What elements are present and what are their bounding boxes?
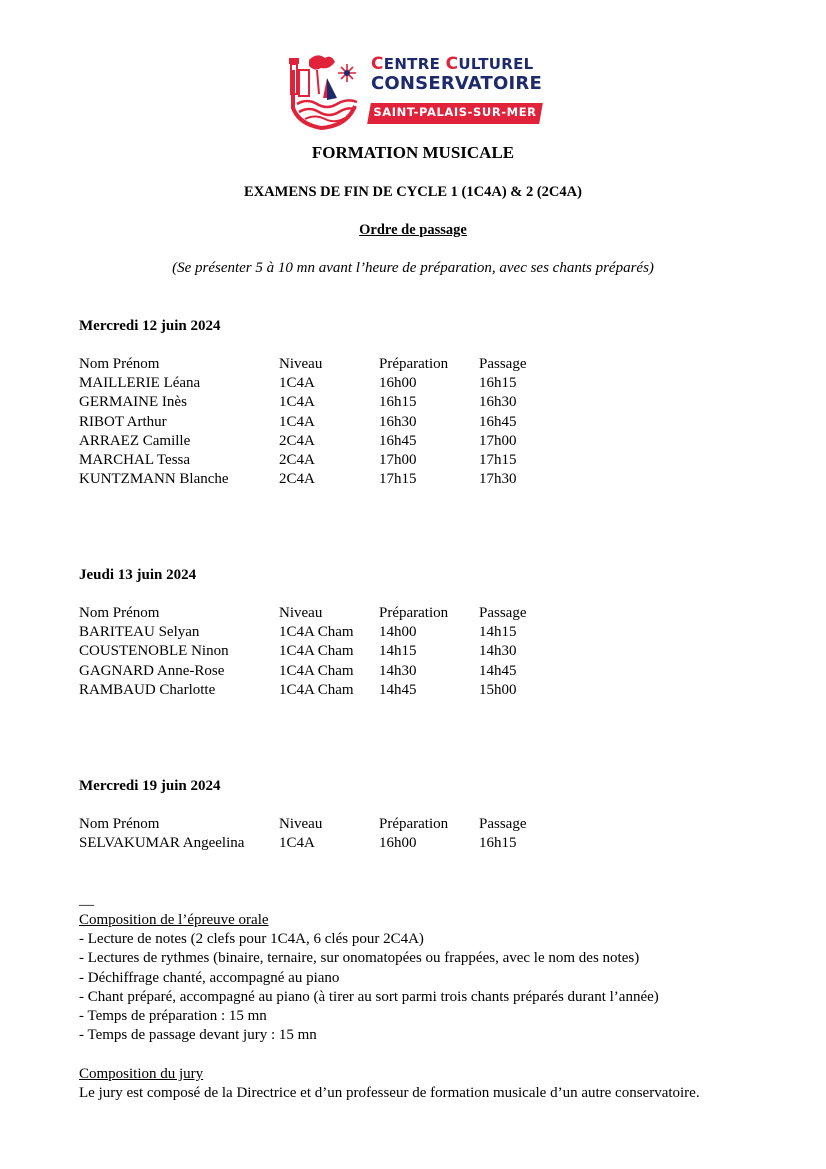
list-item: - Temps de passage devant jury : 15 mn: [79, 1027, 317, 1044]
student-name: ARRAEZ Camille: [79, 432, 191, 449]
level: 1C4A Cham: [279, 662, 354, 679]
preparation-time: 17h00: [379, 451, 417, 468]
student-name: BARITEAU Selyan: [79, 624, 200, 641]
passage-time: 16h45: [479, 413, 517, 430]
passage-time: 15h00: [479, 681, 517, 698]
level: 1C4A Cham: [279, 681, 354, 698]
column-header: Nom Prénom: [79, 605, 160, 621]
student-name: GERMAINE Inès: [79, 394, 187, 411]
day-heading: Mercredi 19 juin 2024: [79, 778, 221, 794]
list-item: - Chant préparé, accompagné au piano (à tirer au sort parmi trois chants préparés durant l’année): [79, 988, 659, 1005]
student-name: GAGNARD Anne-Rose: [79, 662, 225, 679]
passage-time: 14h30: [479, 643, 517, 660]
column-header: Nom Prénom: [79, 356, 160, 372]
passage-time: 17h30: [479, 471, 517, 488]
preparation-time: 16h30: [379, 413, 417, 430]
column-header: Passage: [479, 356, 527, 372]
column-header: Niveau: [279, 605, 323, 621]
passage-time: 17h00: [479, 432, 517, 449]
preparation-time: 14h15: [379, 643, 417, 660]
level: 1C4A: [279, 394, 315, 411]
student-name: KUNTZMANN Blanche: [79, 471, 229, 488]
list-item: - Lecture de notes (2 clefs pour 1C4A, 6 clés pour 2C4A): [79, 931, 424, 948]
preparation-time: 17h15: [379, 471, 417, 488]
level: 2C4A: [279, 451, 315, 468]
student-name: RAMBAUD Charlotte: [79, 681, 216, 698]
preparation-time: 16h15: [379, 394, 417, 411]
logo-line-centre-culturel: CENTRE CULTUREL: [371, 54, 534, 74]
list-item: - Déchiffrage chanté, accompagné au piano: [79, 969, 340, 986]
student-name: RIBOT Arthur: [79, 413, 167, 430]
level: 2C4A: [279, 432, 315, 449]
exam-subtitle: EXAMENS DE FIN DE CYCLE 1 (1C4A) & 2 (2C4A): [244, 184, 582, 200]
preparation-time: 16h00: [379, 375, 417, 392]
student-name: SELVAKUMAR Angeelina: [79, 835, 245, 852]
preparation-time: 14h30: [379, 662, 417, 679]
level: 1C4A: [279, 835, 315, 852]
list-item: - Lectures de rythmes (binaire, ternaire, sur onomatopées ou frappées, avec le nom des notes): [79, 950, 640, 967]
separator-dash: —: [79, 897, 94, 913]
level: 1C4A: [279, 375, 315, 392]
passage-time: 16h15: [479, 375, 517, 392]
column-header: Passage: [479, 605, 527, 621]
oral-exam-heading: Composition de l’épreuve orale: [79, 912, 269, 928]
jury-text: Le jury est composé de la Directrice et d’un professeur de formation musicale d’un autre conservatoire.: [79, 1085, 700, 1101]
student-name: MAILLERIE Léana: [79, 375, 201, 392]
oral-exam-section: [79, 911, 659, 1045]
column-header: Passage: [479, 816, 527, 832]
page-title: FORMATION MUSICALE: [311, 143, 515, 162]
column-header: Préparation: [379, 605, 449, 621]
level: 1C4A: [279, 413, 315, 430]
preparation-time: 16h00: [379, 835, 417, 852]
column-header: Préparation: [379, 356, 449, 372]
preparation-time: 14h00: [379, 624, 417, 641]
seaside-emblem-icon: [283, 48, 367, 130]
logo-line-conservatoire: CONSERVATOIRE: [371, 73, 542, 94]
level: 2C4A: [279, 471, 315, 488]
student-name: MARCHAL Tessa: [79, 451, 191, 468]
day-heading: Mercredi 12 juin 2024: [79, 318, 221, 334]
student-name: COUSTENOBLE Ninon: [79, 643, 229, 660]
passage-time: 17h15: [479, 451, 517, 468]
column-header: Niveau: [279, 816, 323, 832]
passage-time: 14h15: [479, 624, 517, 641]
preparation-time: 16h45: [379, 432, 417, 449]
order-heading: Ordre de passage: [359, 222, 467, 238]
column-header: Niveau: [279, 356, 323, 372]
conservatoire-logo: [283, 48, 543, 130]
preparation-time: 14h45: [379, 681, 417, 698]
passage-time: 16h15: [479, 835, 517, 852]
column-header: Préparation: [379, 816, 449, 832]
passage-time: 16h30: [479, 394, 517, 411]
logo-banner-text: SAINT-PALAIS-SUR-MER: [373, 105, 537, 119]
list-item: - Temps de préparation : 15 mn: [79, 1008, 267, 1025]
jury-heading: Composition du jury: [79, 1066, 204, 1082]
day-heading: Jeudi 13 juin 2024: [79, 567, 197, 583]
column-header: Nom Prénom: [79, 816, 160, 832]
level: 1C4A Cham: [279, 643, 354, 660]
passage-time: 14h45: [479, 662, 517, 679]
arrival-note: (Se présenter 5 à 10 mn avant l’heure de préparation, avec ses chants préparés): [172, 260, 654, 276]
level: 1C4A Cham: [279, 624, 354, 641]
